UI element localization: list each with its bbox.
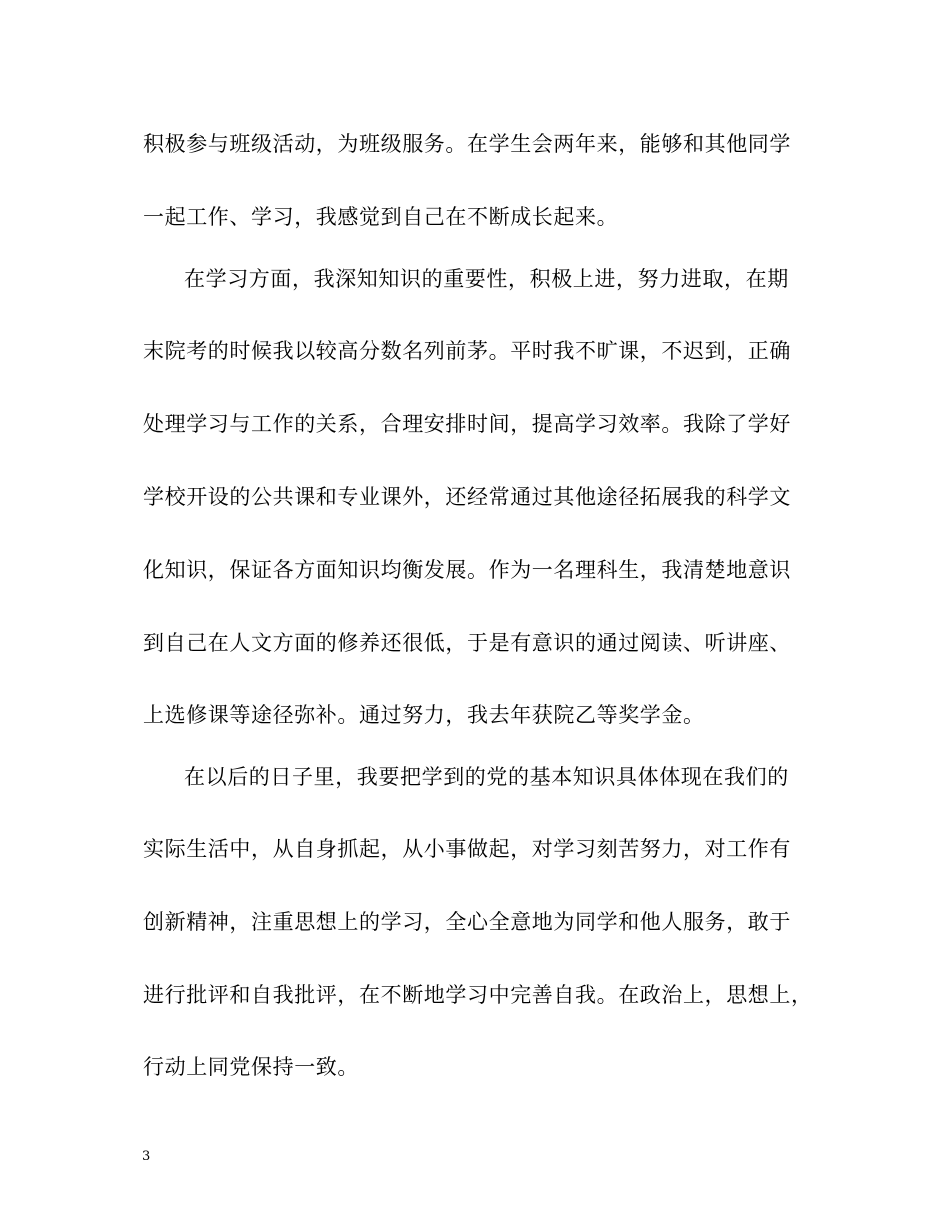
text-line-1: 积极参与班级活动，为班级服务。在学生会两年来，能够和其他同学 <box>143 132 791 156</box>
text-line-12: 创新精神，注重思想上的学习，全心全意地为同学和他人服务，敢于 <box>143 910 791 934</box>
text-line-2: 一起工作、学习，我感觉到自己在不断成长起来。 <box>143 205 619 229</box>
text-line-4: 末院考的时候我以较高分数名列前茅。平时我不旷课，不迟到，正确 <box>143 339 791 363</box>
text-line-13: 进行批评和自我批评，在不断地学习中完善自我。在政治上，思想上， <box>143 983 813 1007</box>
page-number: 3 <box>142 1149 151 1164</box>
text-line-11: 实际生活中，从自身抓起，从小事做起，对学习刻苦努力，对工作有 <box>143 837 791 861</box>
text-line-10: 在以后的日子里，我要把学到的党的基本知识具体体现在我们的 <box>184 765 789 789</box>
text-line-3: 在学习方面，我深知知识的重要性，积极上进，努力进取，在期 <box>184 267 789 291</box>
text-line-8: 到自己在人文方面的修养还很低，于是有意识的通过阅读、听讲座、 <box>143 631 791 655</box>
text-line-7: 化知识，保证各方面知识均衡发展。作为一名理科生，我清楚地意识 <box>143 558 791 582</box>
text-line-5: 处理学习与工作的关系，合理安排时间，提高学习效率。我除了学好 <box>143 412 791 436</box>
text-line-14: 行动上同党保持一致。 <box>143 1055 359 1079</box>
text-line-6: 学校开设的公共课和专业课外，还经常通过其他途径拓展我的科学文 <box>143 485 791 509</box>
text-line-9: 上选修课等途径弥补。通过努力，我去年获院乙等奖学金。 <box>143 703 705 727</box>
